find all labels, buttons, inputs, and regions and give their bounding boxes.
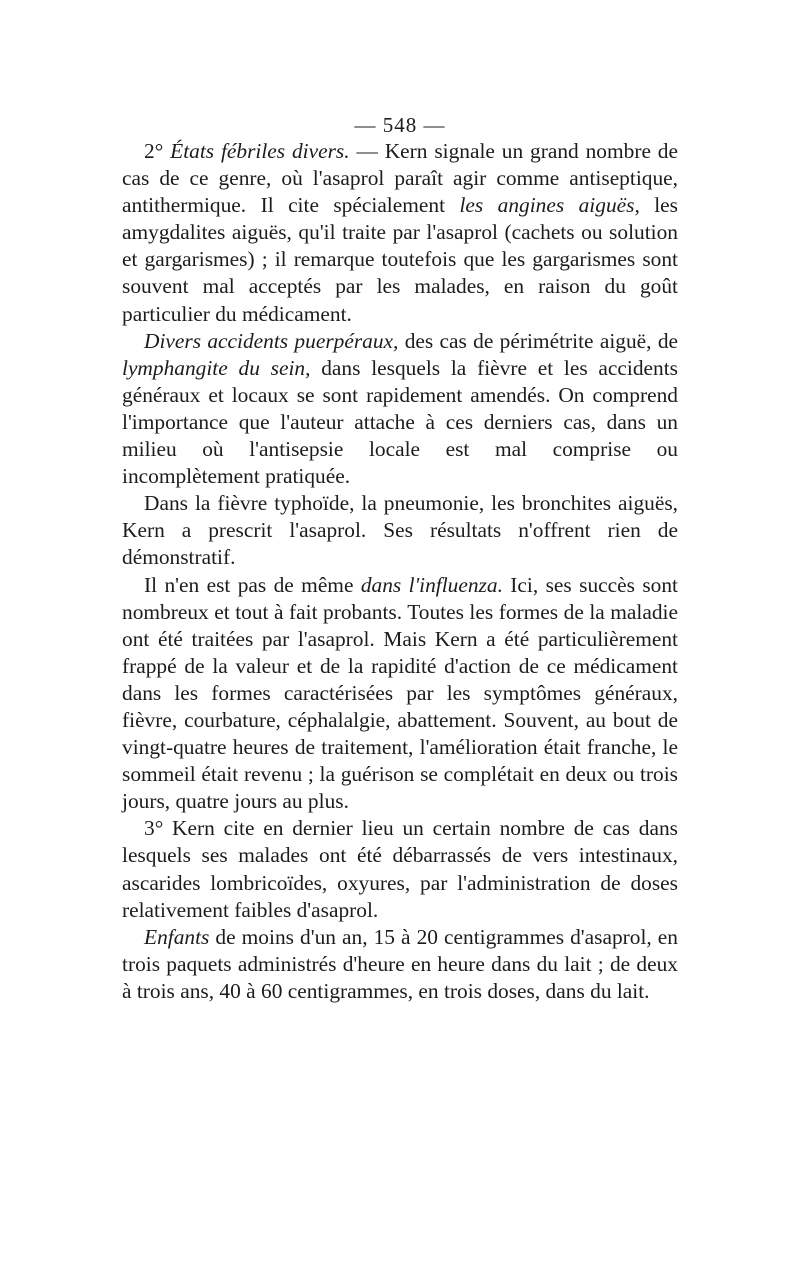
page-number: — 548 —	[354, 113, 446, 137]
paragraph-text: Il n'en est pas de même	[144, 572, 361, 597]
paragraph-text: Ici, ses succès sont nombreux et tout à fait probants. Toutes les formes de la maladie ont été traitées par l'asaprol. Mais Kern a été particulièrement frappé de la valeur et de la rapidité d'action de ce médicament dans les formes caractérisées par les symptômes généraux, fièvre, courbature, céphalalgie, abattement. Souvent, au bout de vingt-quatre heures de traitement, l'amélioration était franche, le sommeil était revenu ; la guérison se complétait en deux ou trois jours, quatre jours au plus.	[122, 572, 678, 814]
paragraph-lead: 3°	[144, 816, 173, 841]
section-heading: États fébriles divers.	[170, 139, 350, 163]
paragraph-influenza	[122, 572, 678, 816]
emphasis: lymphangite du sein,	[122, 355, 311, 380]
section-heading: Divers accidents puerpéraux,	[144, 328, 399, 353]
paragraph-text: — Kern signale un grand nombre de cas de ce genre, où l'asaprol paraît agir comme antiseptique, antithermique. Il cite spécialement	[122, 139, 678, 218]
paragraph-text: des cas de périmétrite aiguë, de	[398, 328, 679, 353]
paragraph-lead: 2°	[144, 139, 171, 163]
paragraph-etats-febriles	[122, 138, 678, 328]
emphasis: dans l'influenza.	[360, 572, 503, 597]
paragraph-vers-intestinaux	[122, 815, 678, 923]
paragraph-enfants	[122, 924, 678, 1005]
emphasis: les angines aiguës,	[459, 193, 640, 218]
body-text	[122, 138, 678, 1005]
paragraph-text: dans lesquels la fièvre et les accidents généraux et locaux se sont rapidement amendés. On comprend l'importance que l'auteur attache à ces derniers cas, dans un milieu où l'antisepsie locale est mal comprise ou incomplètement pratiquée.	[122, 355, 678, 489]
paragraph-text: les amygdalites aiguës, qu'il traite par l'asaprol (cachets ou solution et gargarismes) ; il remarque toutefois que les gargarismes sont souvent mal acceptés par les malades, en raison du goût particulier du médicament.	[122, 193, 678, 326]
paragraph-accidents-puerperaux	[122, 328, 678, 491]
paragraph-fievre-typhoide	[122, 490, 678, 571]
paragraph-text: Dans la fièvre typhoïde, la pneumonie, les bronchites aiguës, Kern a prescrit l'asaprol. Ses résultats n'offrent rien de démonstratif.	[122, 491, 678, 570]
paragraph-text: de moins d'un an, 15 à 20 centigrammes d'asaprol, en trois paquets administrés d'heure en heure dans du lait ; de deux à trois ans, 40 à 60 centigrammes, en trois doses, dans du lait.	[122, 924, 678, 1003]
section-heading: Enfants	[144, 924, 210, 949]
paragraph-text: Kern cite en dernier lieu un certain nombre de cas dans lesquels ses malades ont été débarrassés de vers intestinaux, ascarides lombricoïdes, oxyures, par l'administration de doses relativement faibles d'asaprol.	[122, 816, 678, 922]
